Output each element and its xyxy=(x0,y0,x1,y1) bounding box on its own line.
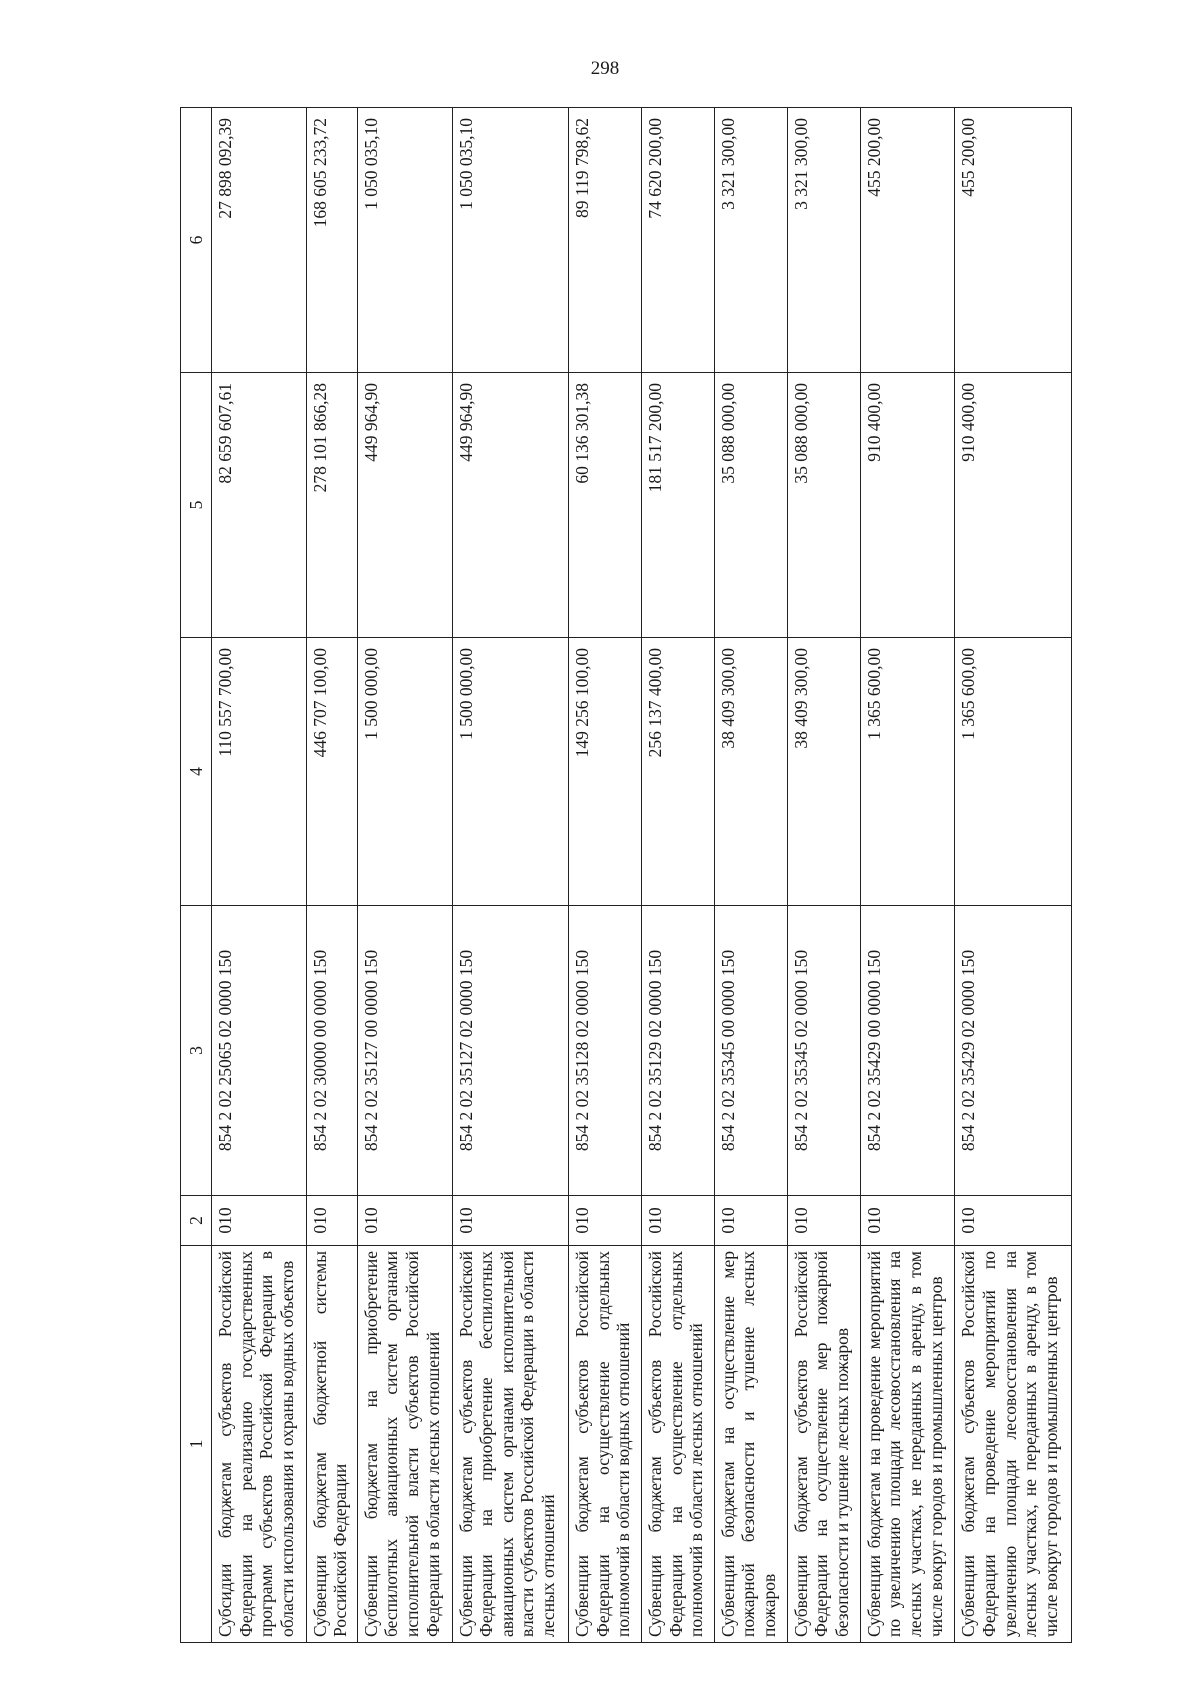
row-column-6: 1 050 035,10 xyxy=(452,108,569,373)
table-row xyxy=(569,108,642,1643)
row-description: Субвенции бюджетам бюджетной системы Российской Федерации xyxy=(306,1246,357,1643)
row-column-5: 449 964,90 xyxy=(357,373,452,638)
row-column-5: 35 088 000,00 xyxy=(714,373,787,638)
row-description: Субвенции бюджетам на проведение мероприятий по увеличению площади лесовосстановления на лесных участках, не переданных в аренду, в том числе вокруг городов и промышленных центров xyxy=(860,1246,955,1643)
table-row xyxy=(641,108,714,1643)
row-budget-code: 854 2 02 35345 00 0000 150 xyxy=(714,906,787,1196)
row-column-6: 168 605 233,72 xyxy=(306,108,357,373)
row-description: Субсидии бюджетам субъектов Российской Федерации на реализацию государственных программ субъектов Российской Федерации в области использования и охраны водных объектов xyxy=(212,1246,307,1643)
row-budget-code: 854 2 02 35127 02 0000 150 xyxy=(452,906,569,1196)
table-row xyxy=(212,108,307,1643)
row-column-2: 010 xyxy=(306,1196,357,1246)
budget-table xyxy=(180,107,1072,1643)
row-column-2: 010 xyxy=(787,1196,860,1246)
column-header: 2 xyxy=(181,1196,212,1246)
row-column-6: 1 050 035,10 xyxy=(357,108,452,373)
row-budget-code: 854 2 02 35128 02 0000 150 xyxy=(569,906,642,1196)
rotated-table-frame xyxy=(180,108,1072,1643)
column-header: 4 xyxy=(181,638,212,906)
row-description: Субвенции бюджетам субъектов Российской Федерации на осуществление отдельных полномочий в области лесных отношений xyxy=(641,1246,714,1643)
row-column-6: 455 200,00 xyxy=(860,108,955,373)
row-description: Субвенции бюджетам субъектов Российской Федерации на проведение мероприятий по увеличению площади лесовосстановления на лесных участках, не переданных в аренду, в том числе вокруг городов и промышленных центров xyxy=(955,1246,1072,1643)
row-column-2: 010 xyxy=(569,1196,642,1246)
row-column-6: 455 200,00 xyxy=(955,108,1072,373)
row-column-2: 010 xyxy=(212,1196,307,1246)
table-row xyxy=(787,108,860,1643)
row-column-5: 449 964,90 xyxy=(452,373,569,638)
row-column-4: 38 409 300,00 xyxy=(787,638,860,906)
table-row xyxy=(860,108,955,1643)
row-column-4: 110 557 700,00 xyxy=(212,638,307,906)
row-column-2: 010 xyxy=(357,1196,452,1246)
row-budget-code: 854 2 02 35127 00 0000 150 xyxy=(357,906,452,1196)
row-column-6: 3 321 300,00 xyxy=(787,108,860,373)
row-budget-code: 854 2 02 35129 02 0000 150 xyxy=(641,906,714,1196)
row-column-4: 38 409 300,00 xyxy=(714,638,787,906)
row-column-4: 1 365 600,00 xyxy=(955,638,1072,906)
row-budget-code: 854 2 02 35429 02 0000 150 xyxy=(955,906,1072,1196)
row-column-4: 1 500 000,00 xyxy=(357,638,452,906)
row-column-2: 010 xyxy=(955,1196,1072,1246)
table-row xyxy=(357,108,452,1643)
row-budget-code: 854 2 02 25065 02 0000 150 xyxy=(212,906,307,1196)
row-column-5: 60 136 301,38 xyxy=(569,373,642,638)
row-column-5: 910 400,00 xyxy=(955,373,1072,638)
row-column-5: 181 517 200,00 xyxy=(641,373,714,638)
row-column-4: 1 500 000,00 xyxy=(452,638,569,906)
row-description: Субвенции бюджетам на приобретение беспилотных авиационных систем органами исполнительной власти субъектов Российской Федерации в области лесных отношений xyxy=(357,1246,452,1643)
column-header: 3 xyxy=(181,906,212,1196)
table-row xyxy=(306,108,357,1643)
row-column-5: 82 659 607,61 xyxy=(212,373,307,638)
row-description: Субвенции бюджетам субъектов Российской Федерации на осуществление отдельных полномочий в области водных отношений xyxy=(569,1246,642,1643)
row-budget-code: 854 2 02 30000 00 0000 150 xyxy=(306,906,357,1196)
row-column-2: 010 xyxy=(714,1196,787,1246)
row-column-6: 74 620 200,00 xyxy=(641,108,714,373)
row-description: Субвенции бюджетам субъектов Российской Федерации на осуществление мер пожарной безопасности и тушение лесных пожаров xyxy=(787,1246,860,1643)
row-column-4: 1 365 600,00 xyxy=(860,638,955,906)
row-column-5: 278 101 866,28 xyxy=(306,373,357,638)
row-description: Субвенции бюджетам на осуществление мер пожарной безопасности и тушение лесных пожаров xyxy=(714,1246,787,1643)
table-container xyxy=(180,108,1072,1643)
table-header-row xyxy=(181,108,212,1643)
row-column-5: 35 088 000,00 xyxy=(787,373,860,638)
row-column-6: 89 119 798,62 xyxy=(569,108,642,373)
column-header: 5 xyxy=(181,373,212,638)
row-column-5: 910 400,00 xyxy=(860,373,955,638)
row-description: Субвенции бюджетам субъектов Российской Федерации на приобретение беспилотных авиационных систем органами исполнительной власти субъектов Российской Федерации в области лесных отношений xyxy=(452,1246,569,1643)
row-column-2: 010 xyxy=(860,1196,955,1246)
row-budget-code: 854 2 02 35345 02 0000 150 xyxy=(787,906,860,1196)
table-row xyxy=(714,108,787,1643)
row-column-4: 256 137 400,00 xyxy=(641,638,714,906)
row-column-6: 27 898 092,39 xyxy=(212,108,307,373)
row-budget-code: 854 2 02 35429 00 0000 150 xyxy=(860,906,955,1196)
column-header: 6 xyxy=(181,108,212,373)
row-column-2: 010 xyxy=(452,1196,569,1246)
page-number: 298 xyxy=(590,58,620,79)
column-header: 1 xyxy=(181,1246,212,1643)
row-column-4: 149 256 100,00 xyxy=(569,638,642,906)
table-row xyxy=(452,108,569,1643)
table-row xyxy=(955,108,1072,1643)
row-column-6: 3 321 300,00 xyxy=(714,108,787,373)
row-column-2: 010 xyxy=(641,1196,714,1246)
row-column-4: 446 707 100,00 xyxy=(306,638,357,906)
